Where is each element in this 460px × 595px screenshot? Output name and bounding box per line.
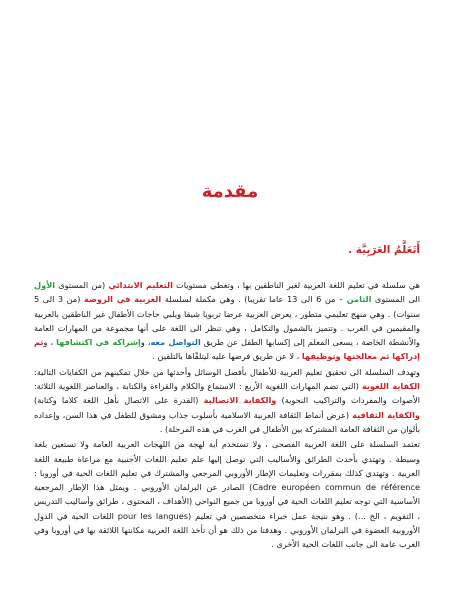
p1-highlight-discovery: إشراكه في اكتشافها bbox=[56, 337, 141, 348]
p3-text-3: اللغات الحية في الدول الأوروبية العضوة في البرلمان الأوروبي . وهدفنا من ذلك هو أن تأخذ اللغة العربية مكانتها اللائقة بها في أوروبا وفي الغرب عامة الى جانب اللغات الحية الأخرى . bbox=[34, 510, 420, 550]
p2-text-3: (القدرة على الاتصال بأهل اللغة كلاما وكتابة) bbox=[34, 395, 204, 406]
intro-body bbox=[34, 278, 420, 553]
series-subtitle: أَتَعَلَّمُ العَرَبِيَّة . bbox=[348, 244, 420, 256]
p1-highlight-eighth-level: الثامن bbox=[346, 294, 372, 305]
p1-text-3: الى المستوى bbox=[371, 294, 420, 305]
p3-french-reference-1: (Cadre européen commun de référence bbox=[249, 482, 420, 493]
p3-text-1: تعتمد السلسلة على اللغة العربية الفصحى ، ولا تستخدم أية لهجة من اللهجات العربية العامة ولا تستعين بلغة وسيطة . وتهتدي بأحدث الطرائق والأساليب التي توصل إليها علم تعليم اللغات الأجنبية مع مراعاة طبيعة اللغة العربية . وتهتدي كذلك بمقررات وتعليمات الإطار الأوروبي المرجعي والمشترك في تعليم اللغات الحية في أوروبا : bbox=[34, 439, 420, 478]
paragraph-2 bbox=[34, 365, 420, 436]
p1-highlight-primary-education: التعليم الابتدائي bbox=[108, 280, 173, 290]
paragraph-3 bbox=[34, 437, 420, 551]
p1-text-1: هي سلسلة في تعليم اللغة العربية لغير الناطقين بها ، وتغطي مستويات bbox=[172, 280, 420, 290]
p1-text-8: ، لا عن طريق فرضها عليه ليتلقّاها بالتلقين . bbox=[152, 351, 302, 362]
p3-french-reference-2: pour les langues) bbox=[117, 510, 192, 521]
page-title: مقدمة bbox=[201, 181, 259, 202]
p2-text-4: (عرض أنماط الثقافة العربية الاسلامية بأسلوب جذاب ومشوق للطفل في هذا السن، وإعداده بألوان من الثقافة العامة المشتركة بين الأطفال في الغرب في هذه المرحلة) . bbox=[34, 409, 420, 434]
p1-text-5: (من 3 الى 5 سنوات) . وهي منهج تعليمي متطور ، يعرض العربية عرضا تربويا شيقا ويلبي حاجات الأطفال غير الناطقين بالعربية والمقيمين في الغرب . وتتميز بالشمول والتكامل ، وهي تنظر الى اللغة على أنها مجموعة من المهارات العامة والأنشطة الخاصة ، يسعى المعلم إلى إكسابها الطفل عن طريق bbox=[34, 294, 420, 348]
paragraph-1 bbox=[34, 278, 420, 364]
p2-text-1: وتهدف السلسلة الى تحقيق تعليم العربية للأطفال بأفضل الوسائل وأحدثها من خلال تمكينهم من الكفايات التالية: bbox=[34, 366, 420, 377]
p2-text-2: (التي تضم المهارات اللغوية الأربع : الاستماع والكلام والقراءة والكتابة ، والعناصر اللغوية الثلاثة: الأصوات والمفردات والتراكيب النحوية) bbox=[34, 381, 420, 406]
p1-text-6: ، و bbox=[140, 337, 151, 348]
p3-text-2: الصادر عن البرلمان الأوروبي . ويمثل هذا الإطار المرجعية الأساسية التي توجه تعليم اللغات الحية في أوروبا من جميع النواحي (الأهداف ، المحتوى ، طرائق وأساليب التدريس ، التقويم ، الخ ...) . وهو نتيجة عمل خبراء متخصصين في تعليم bbox=[34, 482, 420, 521]
p1-highlight-first-level: الأول bbox=[34, 280, 56, 290]
p1-text-2: (من المستوى bbox=[55, 280, 109, 290]
p1-text-4: – من 6 الى 13 عاما تقريبا) . وهي مكملة لسلسلة bbox=[161, 294, 347, 305]
p2-highlight-linguistic-competence: الكفاية اللغوية bbox=[361, 381, 420, 392]
p2-highlight-communicative-competence: والكفاية الاتصالية bbox=[203, 395, 277, 406]
p2-highlight-cultural-competence: والكفاية الثقافية bbox=[352, 409, 421, 420]
p1-text-7: ، و bbox=[43, 337, 57, 348]
p1-highlight-communication: التواصل معه bbox=[150, 337, 201, 348]
p1-highlight-kindergarten-series: العربية في الروضة bbox=[84, 294, 162, 305]
p1-highlight-processing: ثم إدراكها ثم معالجتها وتوظيفها bbox=[34, 337, 420, 362]
